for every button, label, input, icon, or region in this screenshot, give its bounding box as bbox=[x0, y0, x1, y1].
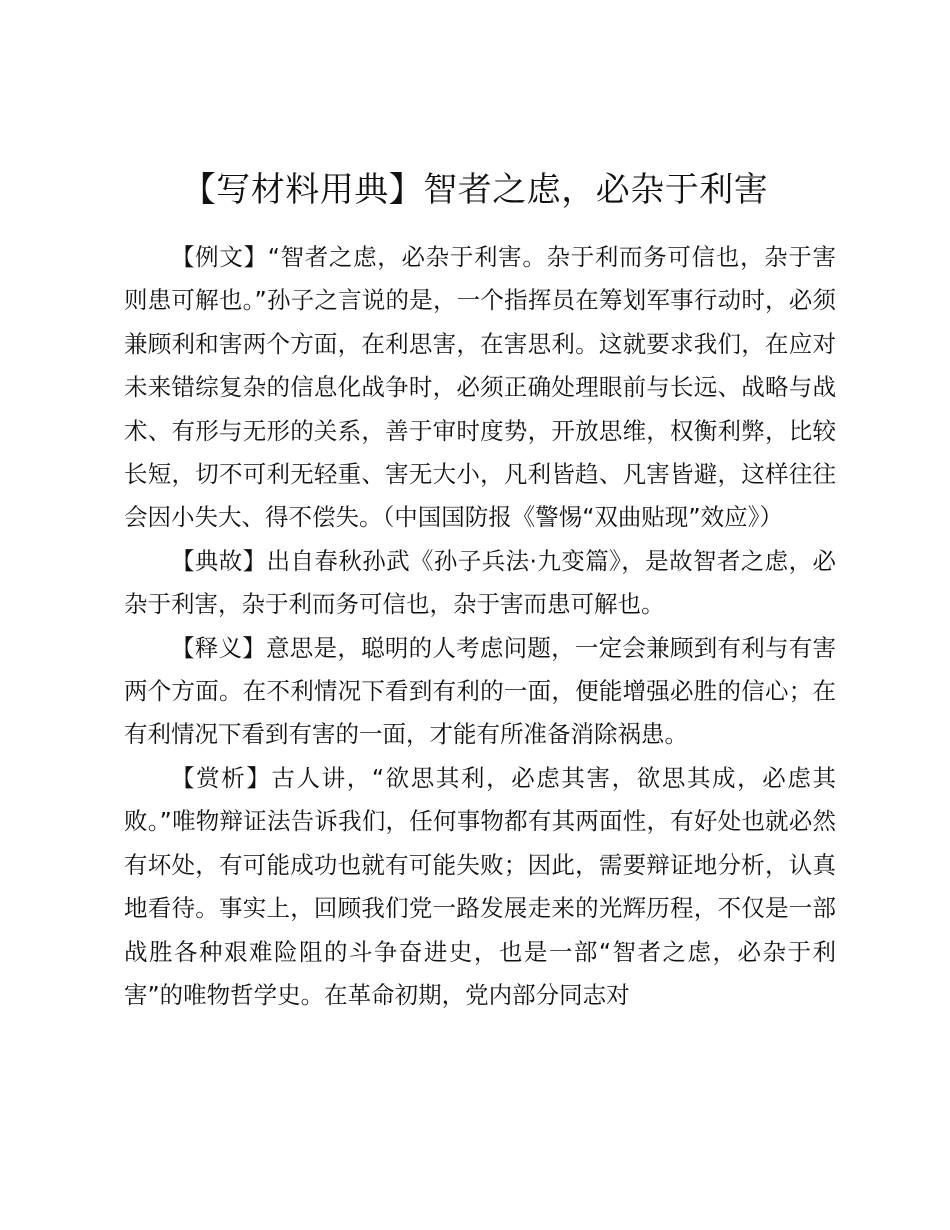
paragraph-appreciation: 【赏析】古人讲，“欲思其利，必虑其害，欲思其成，必虑其败。”唯物辩证法告诉我们，任何事物都有其两面性，有好处也就必然有坏处，有可能成功也就有可能失败；因此，需要辩证地分析，认真地看待。事实上，回顾我们党一路发展走来的光辉历程，不仅是一部战胜各种艰难险阻的斗争奋进史，也是一部“智者之虑，必杂于利害”的唯物哲学史。在革命初期，党内部分同志对 bbox=[124, 763, 836, 1009]
document-title: 【写材料用典】智者之虑，必杂于利害 bbox=[181, 170, 769, 210]
document-body bbox=[124, 236, 836, 1017]
paragraph-meaning: 【释义】意思是，聪明的人考虑问题，一定会兼顾到有利与有害两个方面。在不利情况下看到有利的一面，便能增强必胜的信心；在有利情况下看到有害的一面，才能有所准备消除祸患。 bbox=[124, 633, 836, 749]
paragraph-origin: 【典故】出自春秋孙武《孙子兵法·九变篇》，是故智者之虑，必杂于利害，杂于利而务可信也，杂于害而患可解也。 bbox=[124, 546, 836, 619]
paragraph-example: 【例文】“智者之虑，必杂于利害。杂于利而务可信也，杂于害则患可解也。”孙子之言说的是，一个指挥员在筹划军事行动时，必须兼顾利和害两个方面，在利思害，在害思利。这就要求我们，在应对未来错综复杂的信息化战争时，必须正确处理眼前与长远、战略与战术、有形与无形的关系，善于审时度势，开放思维，权衡利弊，比较长短，切不可利无轻重、害无大小，凡利皆趋、凡害皆避，这样往往会因小失大、得不偿失。（中国国防报《警惕“双曲贴现”效应》） bbox=[124, 243, 836, 532]
